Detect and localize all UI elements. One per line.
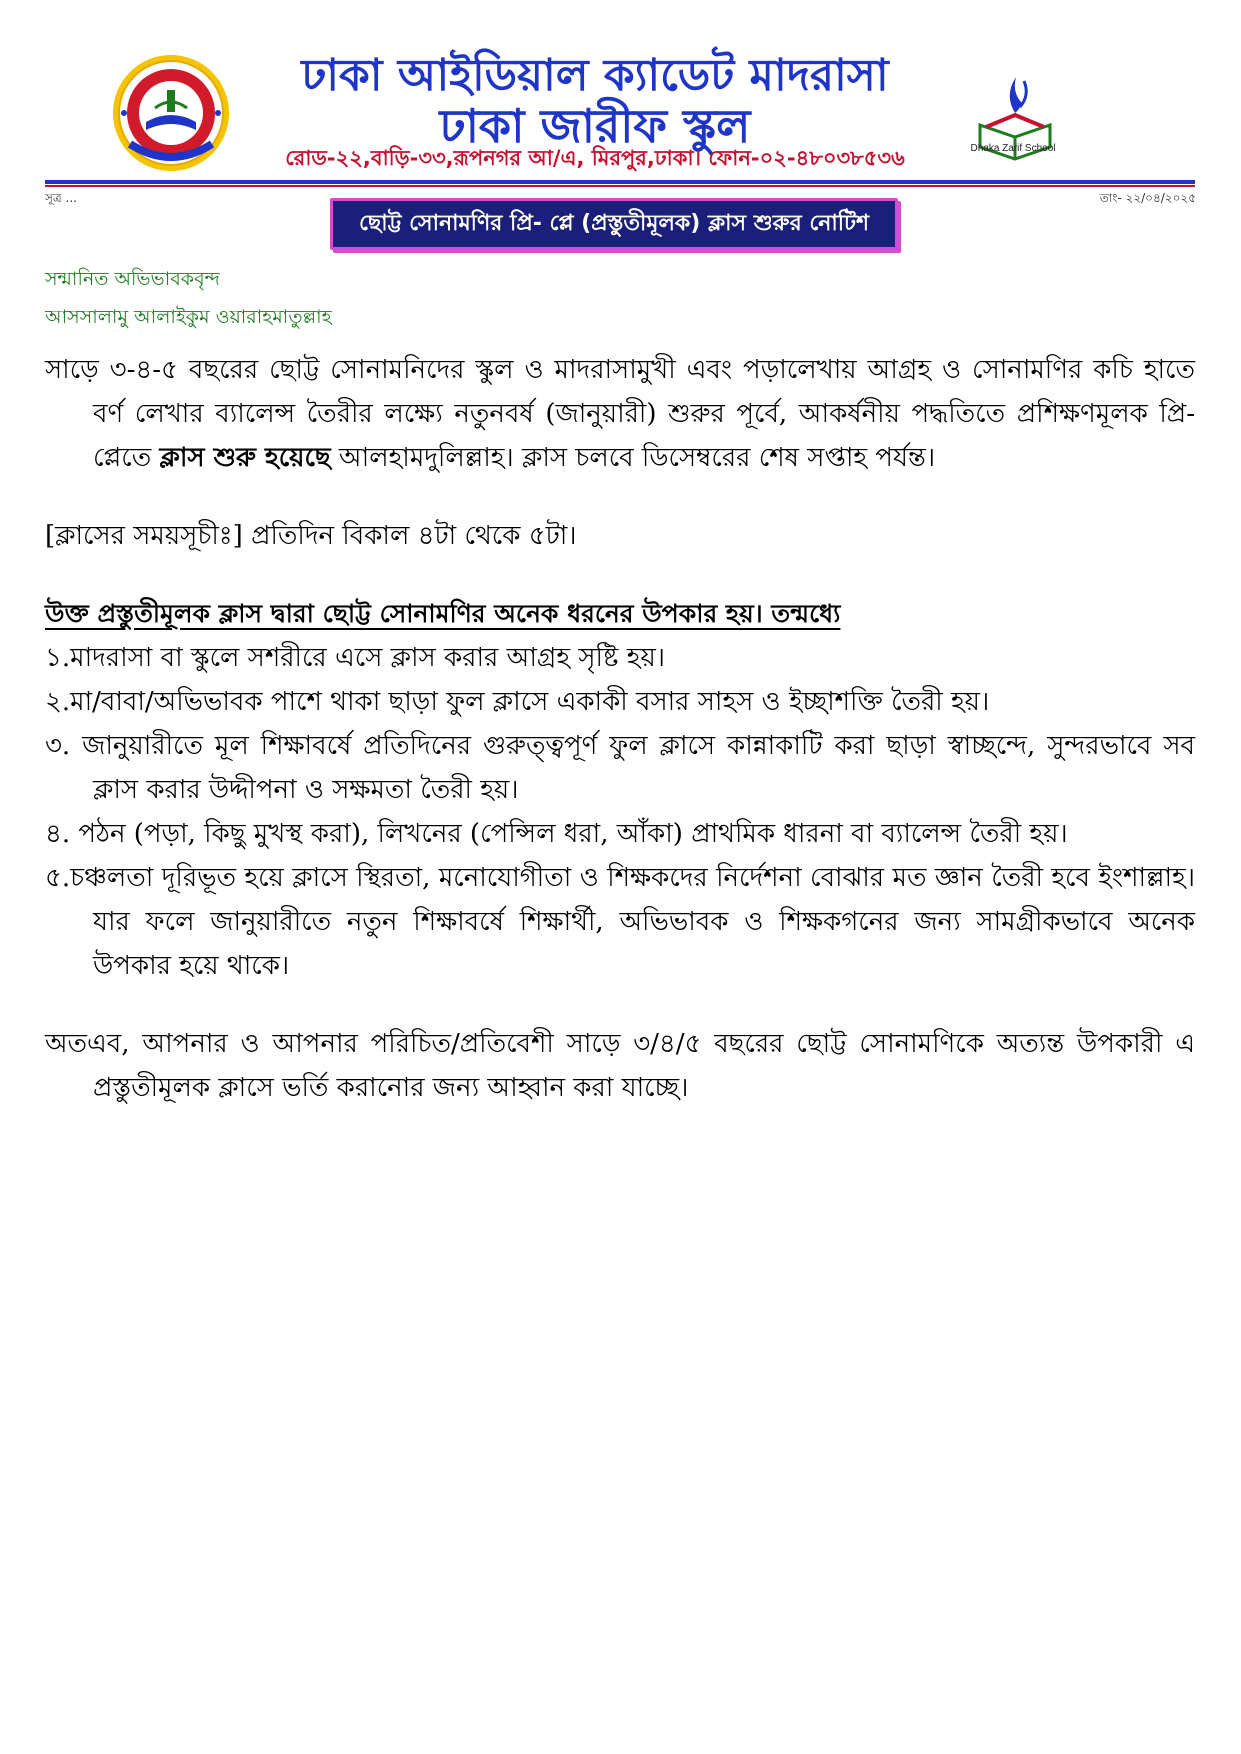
notice-title: ছোট্ট সোনামণির প্রি- প্লে (প্রস্তুতীমূলক) ক্লাস শুরুর নোটিশ xyxy=(358,210,870,236)
intro-bold-phrase: ক্লাস শুরু হয়েছে xyxy=(159,443,331,473)
salutation-recipient: সন্মানিত অভিভাবকবৃন্দ xyxy=(45,268,220,290)
header-divider-red xyxy=(45,185,1195,187)
intro-text-end: আলহামদুলিল্লাহ। ক্লাস চলবে ডিসেম্বরের শেষ সপ্তাহ পর্যন্ত। xyxy=(330,443,936,473)
institution-name-school: ঢাকা জারীফ স্কুল xyxy=(439,99,751,153)
letterhead xyxy=(0,0,1241,185)
notice-title-banner xyxy=(330,198,898,250)
intro-paragraph xyxy=(45,348,1195,480)
closing-paragraph: অতএব, আপনার ও আপনার পরিচিত/প্রতিবেশী সাড়ে ৩/৪/৫ বছরের ছোট্ট সোনামণিকে অত্যন্ত উপকারী এ প্রস্তুতীমূলক ক্লাসে ভর্তি করানোর জন্য আহ্বান করা যাচ্ছে। xyxy=(45,1029,1195,1103)
list-item: ৪. পঠন (পড়া, কিছু মুখস্থ করা), লিখনের (পেন্সিল ধরা, আঁকা) প্রাথমিক ধারনা বা ব্যালেন্স তৈরী হয়। xyxy=(45,819,1068,849)
list-item: ১.মাদরাসা বা স্কুলে সশরীরে এসে ক্লাস করার আগ্রহ সৃষ্টি হয়। xyxy=(45,643,666,673)
list-item: ৫.চঞ্চলতা দূরিভূত হয়ে ক্লাসে স্থিরতা, মনোযোগীতা ও শিক্ষকদের নির্দেশনা বোঝার মত জ্ঞান তৈরী হবে ইংশাল্লাহ। যার ফলে জানুয়ারীতে নতুন শিক্ষাবর্ষে শিক্ষার্থী, অভিভাবক ও শিক্ষকগনের জন্য সামগ্রীকভাবে অনেক উপকার হয়ে থাকে। xyxy=(45,863,1195,981)
institution-name-madrasa: ঢাকা আইডিয়াল ক্যাডেট মাদরাসা xyxy=(301,50,889,101)
benefits-heading: উক্ত প্রস্তুতীমূলক ক্লাস দ্বারা ছোট্ট সোনামণির অনেক ধরনের উপকার হয়। তন্মধ্যে xyxy=(45,599,841,628)
salutation-greeting: আসসালামু আলাইকুম ওয়ারাহমাতুল্লাহ xyxy=(45,306,332,328)
class-schedule: [ক্লাসের সময়সূচীঃ] প্রতিদিন বিকাল ৪টা থেকে ৫টা। xyxy=(45,521,577,551)
notice-date: তাং- ২২/০৪/২০২৫ xyxy=(1099,191,1196,205)
notice-body xyxy=(45,348,1195,1110)
list-item: ৩. জানুয়ারীতে মূল শিক্ষাবর্ষে প্রতিদিনের গুরুত্ত্বপূর্ণ ফুল ক্লাসে কান্নাকাটি করা ছাড়া স্বাচ্ছন্দে, সুন্দরভাবে সব ক্লাস করার উদ্দীপনা ও সক্ষমতা তৈরী হয়। xyxy=(45,731,1195,805)
header-divider-blue xyxy=(45,180,1195,184)
list-item: ২.মা/বাবা/অভিভাবক পাশে থাকা ছাড়া ফুল ক্লাসে একাকী বসার সাহস ও ইচ্ছাশক্তি তৈরী হয়। xyxy=(45,687,990,717)
intro-text-start: সাড়ে ৩-৪-৫ বছরের ছোট্ট সোনামনিদের স্কুল ও মাদরাসামুখী এবং পড়ালেখায় আগ্রহ ও সোনামণির কচি হাতে বর্ণ লেখার ব্যালেন্স তৈরীর লক্ষ্যে নতুনবর্ষ (জানুয়ারী) শুরুর পূর্বে, আকর্ষনীয় পদ্ধতিতে প্রশিক্ষণমূলক প্রি-প্লেতে xyxy=(45,355,1195,473)
institution-address: রোড-২২,বাড়ি-৩৩,রূপনগর আ/এ, মিরপুর,ঢাকা। ফোন-০২-৪৮০৩৮৫৩৬ xyxy=(285,146,905,170)
reference-number: সূত্র ... xyxy=(45,191,78,205)
zarif-school-logo-caption: Dhaka Zarif School xyxy=(970,143,1056,154)
madrasa-seal-logo xyxy=(110,52,232,174)
benefits-list xyxy=(45,636,1195,988)
